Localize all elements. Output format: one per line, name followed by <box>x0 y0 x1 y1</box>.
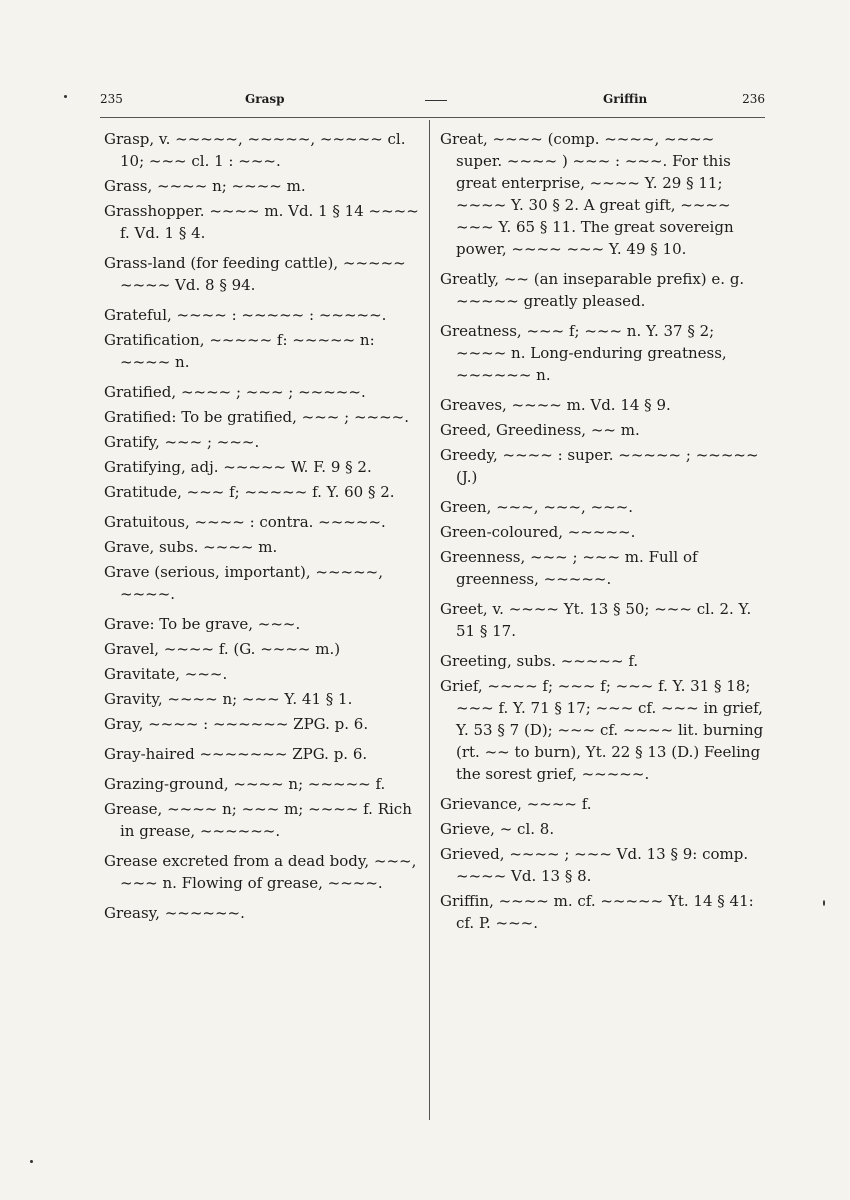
left-guide-word: Grasp <box>245 92 285 106</box>
dictionary-entry: Greeting, subs. ~~~~~ f. <box>440 652 639 670</box>
dictionary-entry: Grieve, ~ cl. 8. <box>440 820 555 838</box>
dictionary-entry: Grass, ~~~~ n; ~~~~ m. <box>104 177 306 195</box>
dictionary-entry: Grief, ~~~~ f; ~~~ f; ~~~ f. Y. 31 § 18; ~~~ f. Y. 71 § 17; ~~~ cf. ~~~ in grief, Y. 53 § 7 (D); ~~~ cf. ~~~~ lit. burning (rt. ~~ to burn), Yt. 22 § 13 (D.) Feeling the sorest grief, ~~~~~. <box>440 677 764 783</box>
dictionary-entry: Gray-haired ~~~~~~~ ZPG. p. 6. <box>104 745 368 763</box>
ink-speck <box>823 900 825 906</box>
dictionary-entry: Grave: To be grave, ~~~. <box>104 615 301 633</box>
right-guide-word: Griffin <box>603 92 648 106</box>
dictionary-entry: Great, ~~~~ (comp. ~~~~, ~~~~ super. ~~~~ ) ~~~ : ~~~. For this great enterprise, ~~~~ Y. 29 § 11; ~~~~ Y. 30 § 2. A great gift, ~~~~ ~~~ Y. 65 § 11. The great sovereign power, ~~~~ ~~~ Y. 49 § 10. <box>440 130 734 258</box>
dictionary-entry: Greenness, ~~~ ; ~~~ m. Full of greenness, ~~~~~. <box>440 548 698 588</box>
dictionary-entry: Gravitate, ~~~. <box>104 665 228 683</box>
dictionary-entry: Green, ~~~, ~~~, ~~~. <box>440 498 634 516</box>
dictionary-entry: Greedy, ~~~~ : super. ~~~~~ ; ~~~~~ (J.) <box>440 446 759 486</box>
column-divider <box>429 120 430 1120</box>
dictionary-entry: Gratified, ~~~~ ; ~~~ ; ~~~~~. <box>104 383 366 401</box>
dictionary-entry: Greaves, ~~~~ m. Vd. 14 § 9. <box>440 396 671 414</box>
right-page-number: 236 <box>742 92 765 106</box>
dictionary-entry: Grazing-ground, ~~~~ n; ~~~~~ f. <box>104 775 386 793</box>
dictionary-entry: Greatness, ~~~ f; ~~~ n. Y. 37 § 2; ~~~~ n. Long-enduring greatness, ~~~~~~ n. <box>440 322 727 384</box>
left-column <box>104 128 422 927</box>
dictionary-entry: Gratify, ~~~ ; ~~~. <box>104 433 260 451</box>
dictionary-entry: Grass-land (for feeding cattle), ~~~~~ ~~~~ Vd. 8 § 94. <box>104 254 406 294</box>
dictionary-entry: Gratification, ~~~~~ f: ~~~~~ n: ~~~~ n. <box>104 331 375 371</box>
dictionary-entry: Grease excreted from a dead body, ~~~, ~~~ n. Flowing of grease, ~~~~. <box>104 852 417 892</box>
dictionary-entry: Gravity, ~~~~ n; ~~~ Y. 41 § 1. <box>104 690 353 708</box>
dictionary-entry: Gratifying, adj. ~~~~~ W. F. 9 § 2. <box>104 458 372 476</box>
page-header <box>100 92 765 112</box>
dictionary-entry: Greed, Greediness, ~~ m. <box>440 421 640 439</box>
dictionary-entry: Gratuitous, ~~~~ : contra. ~~~~~. <box>104 513 386 531</box>
dictionary-entry: Greatly, ~~ (an inseparable prefix) e. g. ~~~~~ greatly pleased. <box>440 270 745 310</box>
dictionary-entry: Grasshopper. ~~~~ m. Vd. 1 § 14 ~~~~ f. Vd. 1 § 4. <box>104 202 419 242</box>
dictionary-entry: Grievance, ~~~~ f. <box>440 795 592 813</box>
dictionary-entry: Grasp, v. ~~~~~, ~~~~~, ~~~~~ cl. 10; ~~~ cl. 1 : ~~~. <box>104 130 406 170</box>
left-page-number: 235 <box>100 92 123 106</box>
right-column <box>440 128 765 937</box>
ink-speck <box>64 95 67 98</box>
dictionary-entry: Gratified: To be gratified, ~~~ ; ~~~~. <box>104 408 410 426</box>
ink-speck <box>30 1160 33 1163</box>
dictionary-entry: Grave (serious, important), ~~~~~, ~~~~. <box>104 563 384 603</box>
dictionary-entry: Grease, ~~~~ n; ~~~ m; ~~~~ f. Rich in grease, ~~~~~~. <box>104 800 412 840</box>
dictionary-entry: Greasy, ~~~~~~. <box>104 904 245 922</box>
header-dash <box>425 100 447 101</box>
dictionary-entry: Greet, v. ~~~~ Yt. 13 § 50; ~~~ cl. 2. Y. 51 § 17. <box>440 600 752 640</box>
dictionary-entry: Grieved, ~~~~ ; ~~~ Vd. 13 § 9: comp. ~~~~ Vd. 13 § 8. <box>440 845 749 885</box>
dictionary-entry: Grateful, ~~~~ : ~~~~~ : ~~~~~. <box>104 306 387 324</box>
header-rule <box>100 117 765 118</box>
dictionary-entry: Griffin, ~~~~ m. cf. ~~~~~ Yt. 14 § 41: cf. P. ~~~. <box>440 892 754 932</box>
dictionary-entry: Grave, subs. ~~~~ m. <box>104 538 278 556</box>
dictionary-entry: Gratitude, ~~~ f; ~~~~~ f. Y. 60 § 2. <box>104 483 395 501</box>
dictionary-entry: Green-coloured, ~~~~~. <box>440 523 636 541</box>
dictionary-entry: Gravel, ~~~~ f. (G. ~~~~ m.) <box>104 640 341 658</box>
dictionary-entry: Gray, ~~~~ : ~~~~~~ ZPG. p. 6. <box>104 715 369 733</box>
